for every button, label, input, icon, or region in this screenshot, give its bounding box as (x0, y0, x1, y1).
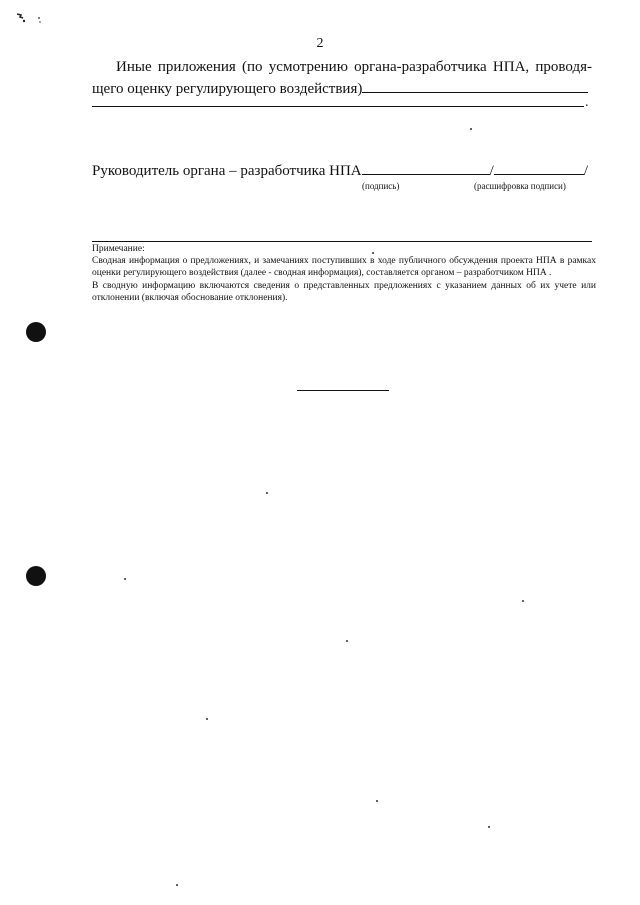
punch-hole (26, 322, 46, 342)
scan-artifact-icon (14, 10, 44, 28)
scan-speck (346, 640, 348, 642)
signature-decode-blank (494, 160, 584, 175)
attachments-line-1: Иные приложения (по усмотрению органа-разработчика НПА, проводя- (116, 59, 592, 75)
note-divider (92, 241, 592, 242)
caption-signature: (подпись) (362, 181, 400, 191)
attachments-full-line (92, 106, 584, 107)
end-divider (297, 390, 389, 391)
scan-speck (124, 578, 126, 580)
scan-speck (488, 826, 490, 828)
scan-speck (376, 800, 378, 802)
signature-label: Руководитель органа – разработчика НПА (92, 163, 362, 179)
punch-hole (26, 566, 46, 586)
page-number: 2 (316, 36, 324, 51)
scan-speck (372, 252, 374, 254)
note-title: Примечание: (92, 244, 145, 254)
attachments-fill-line (362, 78, 588, 93)
attachments-paragraph (92, 57, 592, 100)
signature-slash-1: / (489, 163, 494, 179)
note-block (92, 243, 596, 304)
note-text-2: В сводную информацию включаются сведения о представленных предложениях с указанием данных об их учете или отклонении (включая обоснование отклонения). (92, 280, 596, 303)
attachments-end-mark: . (585, 95, 589, 110)
scan-speck (522, 600, 524, 602)
caption-signature-decode: (расшифровка подписи) (474, 181, 566, 191)
scan-speck (176, 884, 178, 886)
signature-blank (362, 160, 490, 175)
attachments-line-2 (92, 78, 592, 100)
scan-speck (266, 492, 268, 494)
signature-slash-2: / (583, 163, 588, 179)
signature-row (92, 160, 602, 180)
note-text-1: Сводная информация о предложениях, и замечаниях поступивших в ходе публичного обсуждения проекта НПА в рамках оценки регулирующего воздействия (далее - сводная информация), составляется органом – разработчиком НПА . (92, 256, 596, 279)
scan-speck (206, 718, 208, 720)
attachments-line-2-text: щего оценку регулирующего воздействия) (92, 81, 363, 97)
scan-speck (470, 128, 472, 130)
